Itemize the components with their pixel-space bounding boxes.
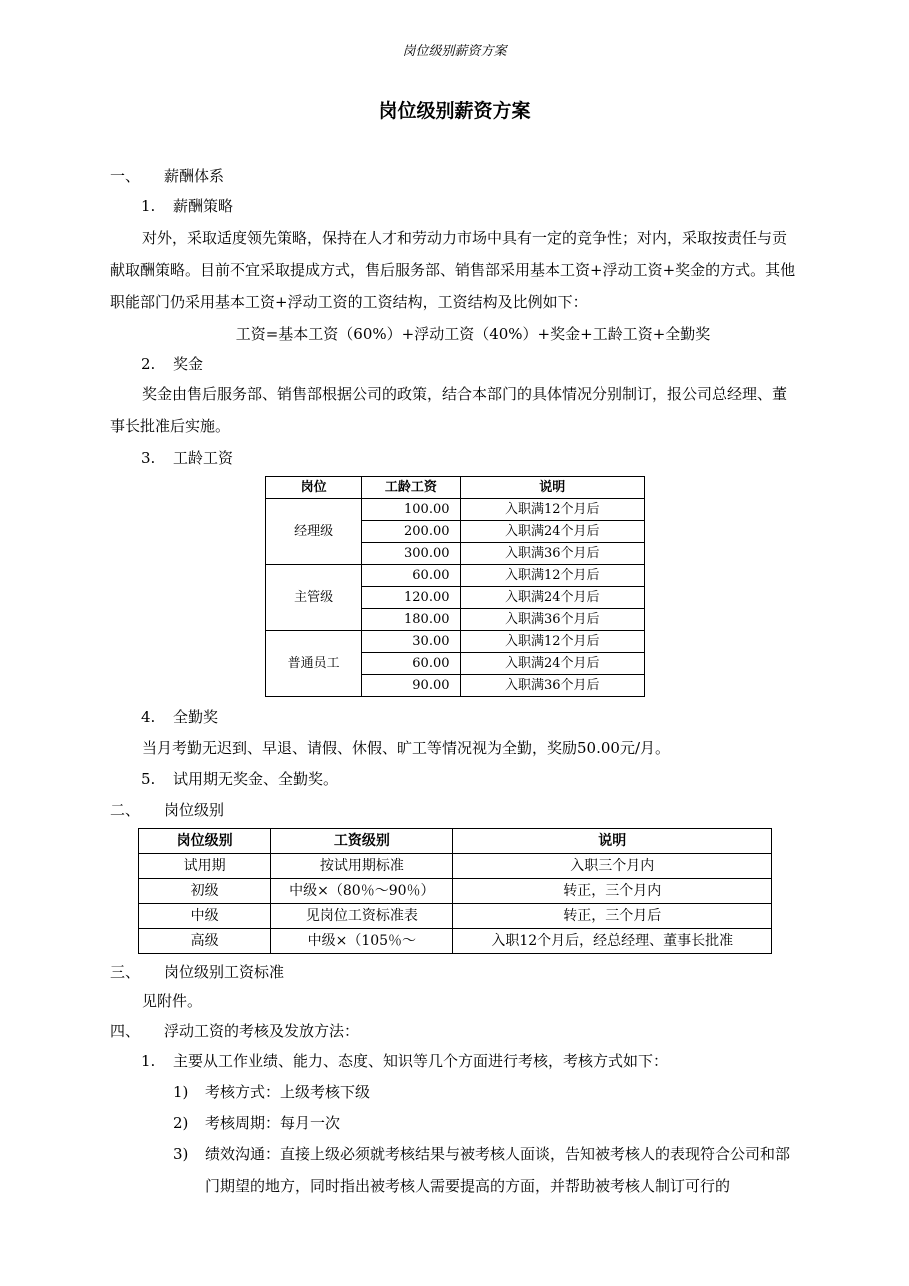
sub-item-number: 1) — [173, 1083, 189, 1101]
note-cell: 入职满12个月后 — [460, 499, 645, 521]
level-cell: 试用期 — [139, 854, 271, 879]
position-cell: 经理级 — [266, 499, 362, 565]
item-5-number: 5. — [141, 770, 156, 788]
note-cell: 入职满12个月后 — [460, 565, 645, 587]
amount-cell: 90.00 — [362, 675, 460, 697]
section-4-number: 四、 — [110, 1022, 141, 1040]
section-1-title: 薪酬体系 — [164, 167, 225, 185]
item-3-title: 工龄工资 — [173, 449, 234, 467]
note-cell: 入职满24个月后 — [460, 521, 645, 543]
amount-cell: 180.00 — [362, 609, 460, 631]
page-header: 岗位级别薪资方案 — [402, 44, 507, 59]
item-4-title: 全勤奖 — [173, 708, 219, 726]
column-header: 岗位 — [266, 477, 362, 499]
appendix-note: 见附件。 — [142, 992, 203, 1010]
section-3-title: 岗位级别工资标准 — [164, 963, 285, 981]
item-4-1-title: 主要从工作业绩、能力、态度、知识等几个方面进行考核，考核方式如下： — [173, 1052, 669, 1070]
table-row — [266, 499, 645, 521]
table-row — [139, 879, 772, 904]
salary-strategy-paragraph: 对外，采取适度领先策略，保持在人才和劳动力市场中具有一定的竞争性；对内，采取按责任与贡献取酬策略。目前不宜采取提成方式，售后服务部、销售部采用基本工资+浮动工资+奖金的方式。其他职能部门仍采用基本工资+浮动工资的工资结构，工资结构及比例如下： — [110, 229, 796, 311]
position-cell: 普通员工 — [266, 631, 362, 697]
note-cell: 入职三个月内 — [453, 854, 772, 879]
salary-formula: 工资=基本工资（60%）+浮动工资（40%）+奖金+工龄工资+全勤奖 — [235, 325, 711, 343]
section-2-title: 岗位级别 — [164, 801, 225, 819]
level-cell: 中级 — [139, 904, 271, 929]
pay-grade-cell: 按试用期标准 — [271, 854, 453, 879]
table-row — [139, 904, 772, 929]
sub-item-text: 考核周期：每月一次 — [205, 1114, 341, 1132]
note-cell: 入职满24个月后 — [460, 587, 645, 609]
amount-cell: 100.00 — [362, 499, 460, 521]
column-header: 说明 — [453, 829, 772, 854]
section-3-number: 三、 — [110, 963, 141, 981]
amount-cell: 300.00 — [362, 543, 460, 565]
note-cell: 转正，三个月后 — [453, 904, 772, 929]
amount-cell: 200.00 — [362, 521, 460, 543]
sub-item-number: 3) — [173, 1145, 189, 1163]
sub-item-number: 2) — [173, 1114, 189, 1132]
item-2-title: 奖金 — [173, 355, 204, 373]
document-title: 岗位级别薪资方案 — [378, 100, 531, 122]
seniority-pay-table — [265, 476, 645, 697]
level-cell: 高级 — [139, 929, 271, 954]
sub-item-text: 绩效沟通：直接上级必须就考核结果与被考核人面谈，告知被考核人的表现符合公司和部门期望的地方，同时指出被考核人需要提高的方面，并帮助被考核人制订可行的 — [205, 1145, 791, 1195]
item-2-number: 2. — [141, 355, 156, 373]
table-row — [266, 631, 645, 653]
item-1-number: 1. — [141, 197, 156, 215]
section-2-number: 二、 — [110, 801, 141, 819]
amount-cell: 120.00 — [362, 587, 460, 609]
sub-item-text: 考核方式：上级考核下级 — [205, 1083, 371, 1101]
note-cell: 入职满24个月后 — [460, 653, 645, 675]
table-row — [266, 565, 645, 587]
note-cell: 入职满36个月后 — [460, 609, 645, 631]
table-header-row — [266, 477, 645, 499]
note-cell: 入职12个月后，经总经理、董事长批准 — [453, 929, 772, 954]
pay-grade-cell: 中级×（105％～ — [271, 929, 453, 954]
column-header: 工资级别 — [271, 829, 453, 854]
table-header-row — [139, 829, 772, 854]
position-level-table — [138, 828, 772, 954]
table-row — [139, 929, 772, 954]
item-4-1-number: 1. — [141, 1052, 156, 1070]
item-3-number: 3. — [141, 449, 156, 467]
column-header: 说明 — [460, 477, 645, 499]
bonus-paragraph: 奖金由售后服务部、销售部根据公司的政策，结合本部门的具体情况分别制订，报公司总经理、董事长批准后实施。 — [110, 385, 788, 435]
item-4-number: 4. — [141, 708, 156, 726]
pay-grade-cell: 中级×（80％～90％） — [271, 879, 453, 904]
note-cell: 入职满36个月后 — [460, 675, 645, 697]
column-header: 工龄工资 — [362, 477, 460, 499]
note-cell: 转正，三个月内 — [453, 879, 772, 904]
position-cell: 主管级 — [266, 565, 362, 631]
amount-cell: 60.00 — [362, 565, 460, 587]
section-1-number: 一、 — [110, 167, 141, 185]
amount-cell: 60.00 — [362, 653, 460, 675]
note-cell: 入职满36个月后 — [460, 543, 645, 565]
item-5-title: 试用期无奖金、全勤奖。 — [173, 770, 339, 788]
section-4-title: 浮动工资的考核及发放方法： — [164, 1022, 360, 1040]
table-row — [139, 854, 772, 879]
pay-grade-cell: 见岗位工资标准表 — [271, 904, 453, 929]
column-header: 岗位级别 — [139, 829, 271, 854]
note-cell: 入职满12个月后 — [460, 631, 645, 653]
amount-cell: 30.00 — [362, 631, 460, 653]
item-1-title: 薪酬策略 — [173, 197, 234, 215]
level-cell: 初级 — [139, 879, 271, 904]
attendance-paragraph: 当月考勤无迟到、早退、请假、休假、旷工等情况视为全勤，奖励50.00元/月。 — [142, 739, 670, 757]
